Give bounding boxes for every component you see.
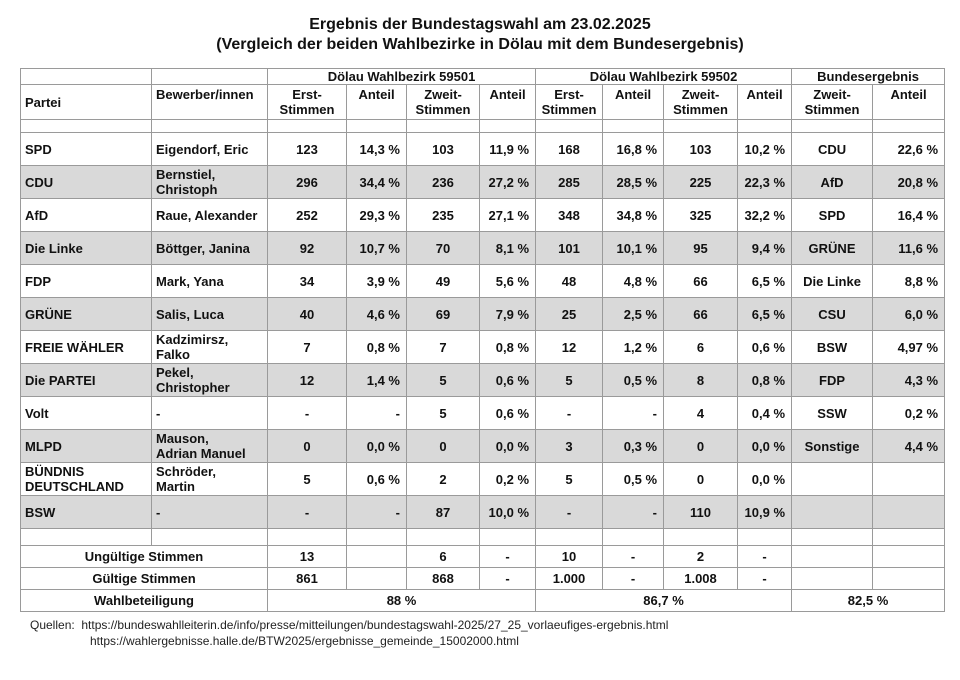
summary-cell: - [603,546,664,568]
votes-cell: 25 [536,298,603,331]
share-cell: 6,5 % [738,298,792,331]
votes-cell: 5 [536,463,603,496]
share-cell: 4,8 % [603,265,664,298]
votes-cell: 12 [268,364,347,397]
share-cell: 2,5 % [603,298,664,331]
votes-cell: 4 [664,397,738,430]
share-cell: 10,0 % [480,496,536,529]
summary-cell: 1.000 [536,568,603,590]
party-row [21,397,945,430]
summary-cell: - [603,568,664,590]
spacer-row [21,529,945,546]
candidate-name: Mark, Yana [152,265,268,298]
votes-cell: 92 [268,232,347,265]
share-cell: - [603,397,664,430]
sources [30,617,668,649]
party-name: Die Linke [21,232,152,265]
summary-cell: 13 [268,546,347,568]
summary-cell: - [480,568,536,590]
federal-share: 4,97 % [873,331,945,364]
spacer-cell [792,529,873,546]
votes-cell: 296 [268,166,347,199]
party-name: MLPD [21,430,152,463]
party-name: CDU [21,166,152,199]
invalid-votes-row [21,546,945,568]
share-cell: 0,0 % [738,463,792,496]
votes-cell: 7 [407,331,480,364]
party-name: Volt [21,397,152,430]
col-d1-erst: Erst- Stimmen [268,85,347,120]
votes-cell: - [268,397,347,430]
share-cell: 0,5 % [603,463,664,496]
sources-label: Quellen: [30,618,75,632]
federal-share: 4,4 % [873,430,945,463]
share-cell: 8,1 % [480,232,536,265]
party-row [21,133,945,166]
share-cell: 14,3 % [347,133,407,166]
federal-share [873,496,945,529]
candidate-name: Eigendorf, Eric [152,133,268,166]
results-table [20,68,945,612]
turnout-row [21,590,945,612]
summary-cell: 868 [407,568,480,590]
federal-party: GRÜNE [792,232,873,265]
summary-cell [792,568,873,590]
spacer-row [21,120,945,133]
federal-party: CDU [792,133,873,166]
votes-cell: 49 [407,265,480,298]
party-row [21,364,945,397]
share-cell: 7,9 % [480,298,536,331]
votes-cell: 2 [407,463,480,496]
spacer-cell [407,529,480,546]
share-cell: 0,6 % [480,397,536,430]
federal-party: Die Linke [792,265,873,298]
candidate-name: Kadzimirsz, Falko [152,331,268,364]
spacer-cell [664,529,738,546]
summary-cell: 6 [407,546,480,568]
federal-share: 16,4 % [873,199,945,232]
candidate-name: Bernstiel, Christoph [152,166,268,199]
candidate-name: Schröder, Martin [152,463,268,496]
votes-cell: 5 [268,463,347,496]
col-d2-anteil: Anteil [603,85,664,120]
votes-cell: 12 [536,331,603,364]
federal-party: FDP [792,364,873,397]
votes-cell: 101 [536,232,603,265]
summary-cell: - [738,568,792,590]
party-row [21,298,945,331]
party-name: FDP [21,265,152,298]
share-cell: 27,2 % [480,166,536,199]
spacer-cell [268,529,347,546]
votes-cell: 34 [268,265,347,298]
federal-share: 6,0 % [873,298,945,331]
turnout-d2: 86,7 % [536,590,792,612]
share-cell: 1,2 % [603,331,664,364]
spacer-cell [738,529,792,546]
votes-cell: 66 [664,265,738,298]
votes-cell: 235 [407,199,480,232]
party-row [21,232,945,265]
col-d2-erst: Erst- Stimmen [536,85,603,120]
candidate-name: Pekel, Christopher [152,364,268,397]
share-cell: 10,2 % [738,133,792,166]
party-row [21,166,945,199]
party-row [21,199,945,232]
share-cell: 16,8 % [603,133,664,166]
share-cell: 32,2 % [738,199,792,232]
share-cell: 0,6 % [480,364,536,397]
summary-cell: 1.008 [664,568,738,590]
votes-cell: 48 [536,265,603,298]
summary-label: Ungültige Stimmen [21,546,268,568]
party-row [21,496,945,529]
share-cell: 0,3 % [603,430,664,463]
party-name: GRÜNE [21,298,152,331]
share-cell: 0,5 % [603,364,664,397]
votes-cell: 348 [536,199,603,232]
share-cell: 6,5 % [738,265,792,298]
party-row [21,463,945,496]
votes-cell: 0 [268,430,347,463]
votes-cell: 87 [407,496,480,529]
spacer-cell [347,529,407,546]
spacer-cell [603,529,664,546]
party-name: FREIE WÄHLER [21,331,152,364]
header-row-districts [21,69,945,85]
votes-cell: 5 [407,397,480,430]
votes-cell: 110 [664,496,738,529]
share-cell: 10,9 % [738,496,792,529]
party-name: SPD [21,133,152,166]
votes-cell: 225 [664,166,738,199]
district2-header: Dölau Wahlbezirk 59502 [536,69,792,85]
votes-cell: 5 [536,364,603,397]
summary-cell: 2 [664,546,738,568]
federal-share: 8,8 % [873,265,945,298]
share-cell: - [347,397,407,430]
federal-party: AfD [792,166,873,199]
federal-share: 4,3 % [873,364,945,397]
party-name: AfD [21,199,152,232]
summary-cell: - [738,546,792,568]
col-d2-zweit: Zweit- Stimmen [664,85,738,120]
share-cell: 0,0 % [347,430,407,463]
share-cell: 22,3 % [738,166,792,199]
share-cell: 0,0 % [738,430,792,463]
col-d1-anteil: Anteil [347,85,407,120]
spacer-cell [873,529,945,546]
spacer-cell [152,529,268,546]
summary-cell [347,568,407,590]
party-row [21,331,945,364]
party-row [21,265,945,298]
share-cell: 0,4 % [738,397,792,430]
votes-cell: 0 [664,430,738,463]
summary-cell [873,568,945,590]
federal-party [792,496,873,529]
share-cell: 5,6 % [480,265,536,298]
federal-header: Bundesergebnis [792,69,945,85]
votes-cell: 103 [407,133,480,166]
votes-cell: - [536,496,603,529]
votes-cell: 70 [407,232,480,265]
votes-cell: 3 [536,430,603,463]
spacer-cell [536,529,603,546]
candidate-name: Mauson, Adrian Manuel [152,430,268,463]
candidate-name: Böttger, Janina [152,232,268,265]
candidate-name: - [152,397,268,430]
votes-cell: 0 [664,463,738,496]
col-d1-anteil2: Anteil [480,85,536,120]
share-cell: - [347,496,407,529]
federal-party [792,463,873,496]
votes-cell: 69 [407,298,480,331]
votes-cell: 168 [536,133,603,166]
share-cell: 9,4 % [738,232,792,265]
share-cell: 0,6 % [347,463,407,496]
candidate-name: Raue, Alexander [152,199,268,232]
federal-share: 11,6 % [873,232,945,265]
votes-cell: 7 [268,331,347,364]
col-fed-anteil: Anteil [873,85,945,120]
votes-cell: 103 [664,133,738,166]
turnout-d1: 88 % [268,590,536,612]
share-cell: 34,8 % [603,199,664,232]
share-cell: 10,1 % [603,232,664,265]
summary-cell [873,546,945,568]
turnout-federal: 82,5 % [792,590,945,612]
share-cell: 0,6 % [738,331,792,364]
summary-cell [792,546,873,568]
share-cell: 10,7 % [347,232,407,265]
votes-cell: 252 [268,199,347,232]
party-name: BSW [21,496,152,529]
summary-cell [347,546,407,568]
votes-cell: 40 [268,298,347,331]
summary-cell: - [480,546,536,568]
votes-cell: 6 [664,331,738,364]
votes-cell: 325 [664,199,738,232]
candidate-name: - [152,496,268,529]
federal-party: SPD [792,199,873,232]
share-cell: 34,4 % [347,166,407,199]
votes-cell: 285 [536,166,603,199]
page-subtitle: (Vergleich der beiden Wahlbezirke in Dölau mit dem Bundesergebnis) [216,36,744,53]
col-partei: Partei [21,85,152,120]
votes-cell: 5 [407,364,480,397]
federal-party: Sonstige [792,430,873,463]
district1-header: Dölau Wahlbezirk 59501 [268,69,536,85]
summary-cell: 861 [268,568,347,590]
votes-cell: 95 [664,232,738,265]
summary-label: Gültige Stimmen [21,568,268,590]
share-cell: 27,1 % [480,199,536,232]
share-cell: 11,9 % [480,133,536,166]
turnout-label: Wahlbeteiligung [21,590,268,612]
federal-party: SSW [792,397,873,430]
share-cell: 0,8 % [480,331,536,364]
candidate-name: Salis, Luca [152,298,268,331]
votes-cell: 0 [407,430,480,463]
share-cell: 0,0 % [480,430,536,463]
share-cell: 0,8 % [738,364,792,397]
votes-cell: 8 [664,364,738,397]
votes-cell: - [268,496,347,529]
share-cell: - [603,496,664,529]
summary-cell: 10 [536,546,603,568]
federal-party: CSU [792,298,873,331]
share-cell: 4,6 % [347,298,407,331]
spacer-cell [480,529,536,546]
spacer-cell [21,529,152,546]
federal-share: 22,6 % [873,133,945,166]
share-cell: 28,5 % [603,166,664,199]
col-d2-anteil2: Anteil [738,85,792,120]
votes-cell: 236 [407,166,480,199]
party-name: BÜNDNIS DEUTSCHLAND [21,463,152,496]
col-bewerber: Bewerber/innen [152,85,268,120]
party-row [21,430,945,463]
col-fed-zweit: Zweit- Stimmen [792,85,873,120]
votes-cell: 66 [664,298,738,331]
share-cell: 29,3 % [347,199,407,232]
share-cell: 3,9 % [347,265,407,298]
source-link-1[interactable]: https://bundeswahlleiterin.de/info/presse/mitteilungen/bundestagswahl-2025/27_25_vorlaeufiges-ergebnis.html [81,618,669,632]
federal-share: 0,2 % [873,397,945,430]
party-name: Die PARTEI [21,364,152,397]
votes-cell: 123 [268,133,347,166]
federal-party: BSW [792,331,873,364]
share-cell: 0,8 % [347,331,407,364]
federal-share [873,463,945,496]
col-d1-zweit: Zweit- Stimmen [407,85,480,120]
header-row-columns [21,85,945,120]
federal-share: 20,8 % [873,166,945,199]
votes-cell: - [536,397,603,430]
page-title: Ergebnis der Bundestagswahl am 23.02.2025 [309,16,651,33]
source-link-2[interactable]: https://wahlergebnisse.halle.de/BTW2025/ergebnisse_gemeinde_15002000.html [90,634,519,648]
share-cell: 0,2 % [480,463,536,496]
valid-votes-row [21,568,945,590]
share-cell: 1,4 % [347,364,407,397]
